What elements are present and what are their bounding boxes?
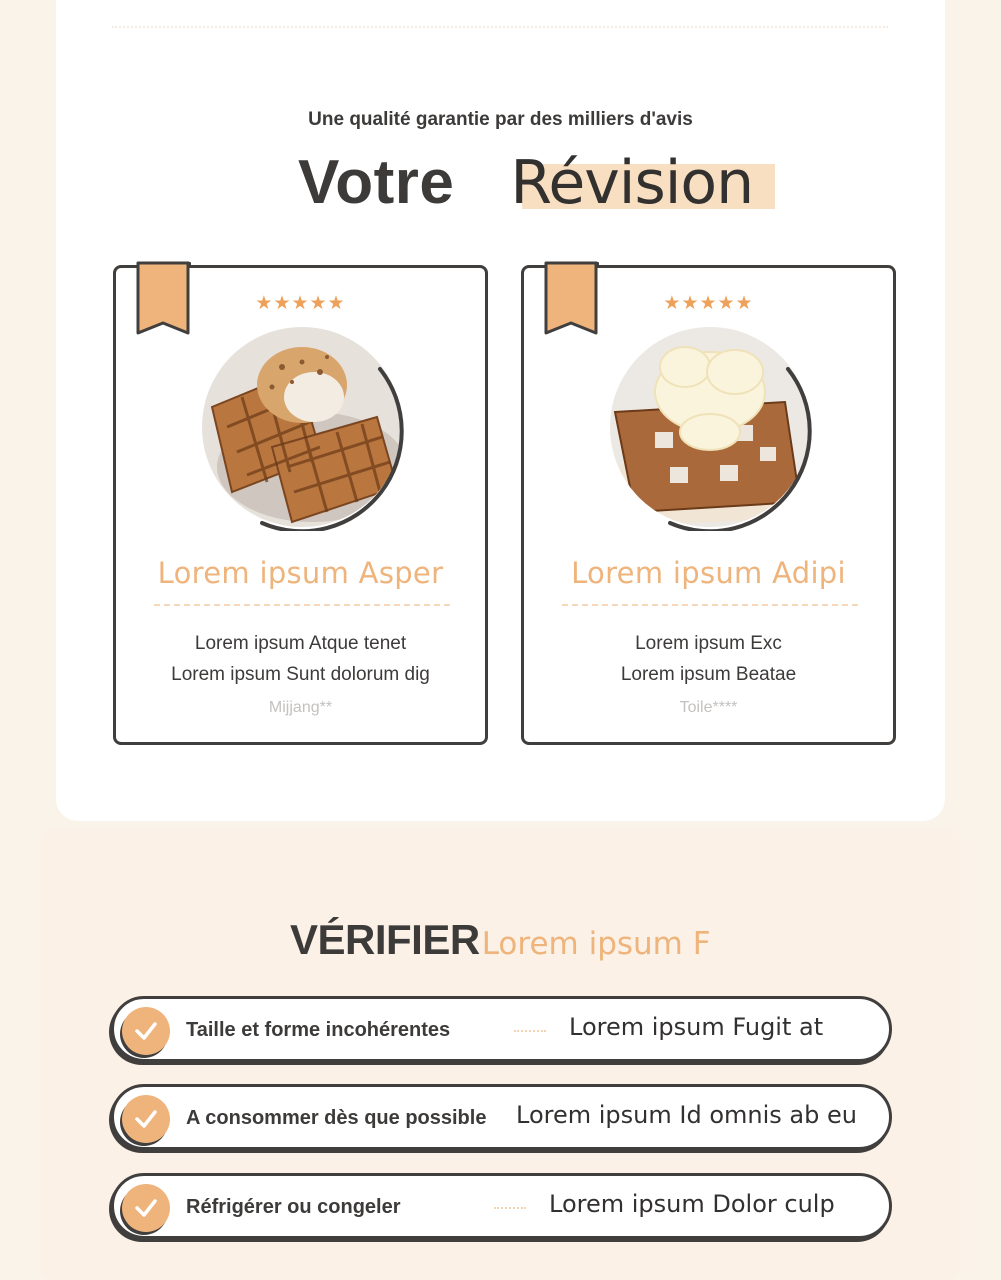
photo-ring xyxy=(610,327,814,531)
verify-item-label: Réfrigérer ou congeler xyxy=(186,1196,401,1218)
verify-title xyxy=(290,916,711,966)
verify-item-label: Taille et forme incohérentes xyxy=(186,1019,451,1041)
check-icon xyxy=(122,1095,170,1143)
title-script-wrap xyxy=(510,148,753,218)
review-divider xyxy=(562,604,858,606)
verify-item-value: Lorem ipsum Id omnis ab eu xyxy=(516,1101,857,1129)
review-line: Lorem ipsum Atque tenet xyxy=(194,633,407,654)
verify-item-value: Lorem ipsum Fugit at xyxy=(569,1013,824,1041)
review-text xyxy=(116,628,485,690)
section-eyebrow: Une qualité garantie par des milliers d'avis xyxy=(308,109,693,130)
star-rating: ★★★★★ xyxy=(255,292,346,314)
review-author: Toile**** xyxy=(679,699,738,716)
review-photo xyxy=(610,327,814,531)
review-title: Lorem ipsum Asper xyxy=(157,556,444,590)
section-title xyxy=(298,145,753,220)
review-card xyxy=(521,265,896,745)
verify-dots xyxy=(514,1030,546,1032)
verify-item-label: A consommer dès que possible xyxy=(186,1107,487,1129)
review-photo xyxy=(202,327,406,531)
verify-title-bold: VÉRIFIER xyxy=(290,916,480,963)
review-card xyxy=(113,265,488,745)
review-line: Lorem ipsum Sunt dolorum dig xyxy=(171,664,430,685)
star-rating: ★★★★★ xyxy=(663,292,754,314)
review-divider xyxy=(154,604,450,606)
verify-title-script: Lorem ipsum F xyxy=(481,926,711,962)
verify-item-value: Lorem ipsum Dolor culp xyxy=(549,1190,835,1218)
verify-dots xyxy=(494,1207,526,1209)
check-icon xyxy=(122,1184,170,1232)
verify-item xyxy=(111,1084,892,1150)
top-divider xyxy=(112,26,888,28)
title-bold: Votre xyxy=(298,148,455,217)
title-script: Révision xyxy=(510,147,754,218)
check-icon xyxy=(122,1007,170,1055)
review-title: Lorem ipsum Adipi xyxy=(571,556,846,590)
review-author: Mijjang** xyxy=(268,699,333,716)
review-line: Lorem ipsum Exc xyxy=(635,633,782,654)
review-text xyxy=(524,628,893,690)
photo-ring xyxy=(202,327,406,531)
verify-item xyxy=(111,996,892,1062)
review-line: Lorem ipsum Beatae xyxy=(620,664,797,685)
verify-item xyxy=(111,1173,892,1239)
